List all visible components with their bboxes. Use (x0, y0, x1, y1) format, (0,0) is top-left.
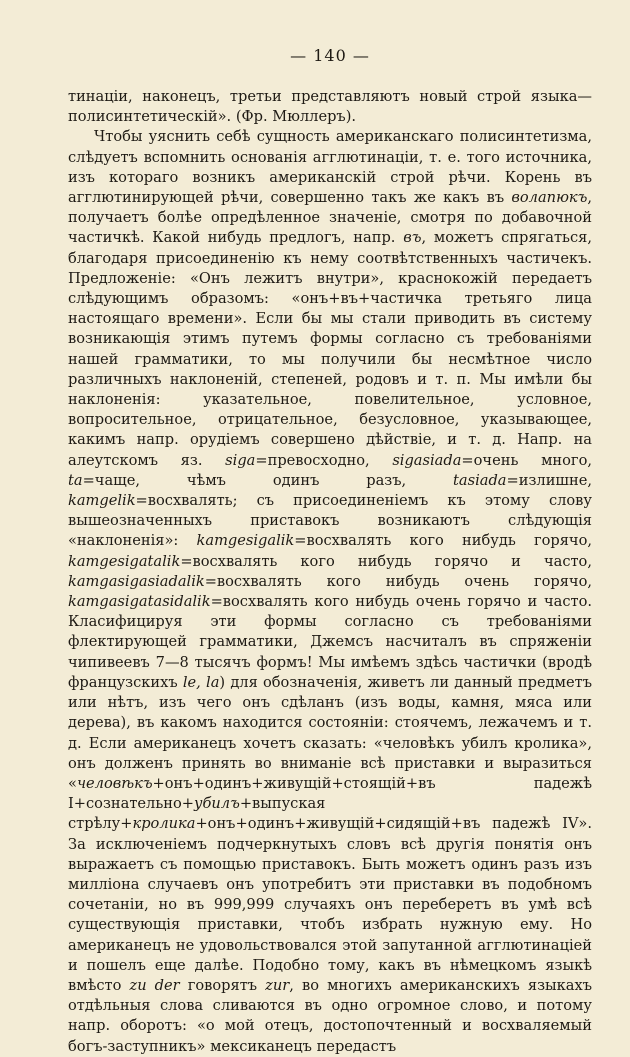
text-run: +онъ+одинъ+живущій+сидящій+въ падежѣ IV». За исключеніемъ подчеркнутыхъ словъ всѣ другія понятія онъ выражаетъ съ помощью приставокъ. Быть можетъ одинъ разъ изъ милліона случаевъ онъ употребитъ эти приставки въ подобномъ сочетаніи, но въ 999,999 случаяхъ онъ переберетъ въ умѣ всѣ существующія приставки, чтобъ избрать нужную ему. Но американецъ не удовольствовался этой запутанной агглютинаціей и пошелъ еще далѣе. Подобно тому, какъ въ нѣмецкомъ языкѣ вмѣсто (68, 815, 592, 994)
italic-term: zu der (129, 976, 180, 994)
text-run: , можетъ спрягаться, благодаря присоединенію къ нему соотвѣтственныхъ частичекъ. Предложеніе: «Онъ лежитъ внутри», краснокожій передаетъ слѣдующимъ образомъ: «онъ+въ+частичка третьяго лица настоящаго времени». Если бы мы стали приводить въ систему возникающія этимъ путемъ формы согласно съ требованіями нашей грамматики, то мы получили бы несмѣтное число различныхъ наклоненій, степеней, родовъ и т. п. Мы имѣли бы наклоненія: указательное, повелительное, условное, вопросительное, отрицательное, безусловное, указывающее, какимъ напр. орудіемъ совершено дѣйствіе, и т. д. Напр. на алеутскомъ яз. (68, 229, 592, 469)
text-run: +выпуская стрѣлу+ (68, 795, 326, 833)
italic-term: kamgesigatalik (68, 552, 181, 570)
text-run: +онъ+одинъ+живущій+стоящій+въ падежѣ I+сознательно+ (68, 774, 592, 813)
paragraph (68, 127, 592, 1056)
paragraph (68, 87, 592, 127)
text-run: , во многихъ американскихъ языкахъ отдѣльныя слова сливаются въ одно огромное слово, и потому напр. оборотъ: «о мой отецъ, достопочтенный и восхваляемый богъ-заступникъ» мексиканецъ передастъ (68, 976, 592, 1055)
italic-term: kamgasigasiadalik (68, 572, 205, 590)
italic-term: zur (265, 976, 290, 994)
italic-term: sigasiada (392, 451, 462, 469)
body-text (68, 87, 592, 1057)
text-run: =чаще, чѣмъ одинъ разъ, (82, 471, 454, 489)
italic-term: kamgelik (68, 492, 136, 510)
italic-term: ta (68, 471, 83, 489)
text-run: =очень много, (461, 451, 593, 469)
text-run: =излишне, (506, 471, 592, 489)
text-run: ) для обозначенія, живетъ ли данный предметъ или нѣтъ, изъ чего онъ сдѣланъ (изъ воды, камня, мяса или дерева), въ какомъ находится состояніи: стоячемъ, лежачемъ и т. д. Если американецъ хочетъ сказать: «человѣкъ убилъ кролика», онъ долженъ принять во вниманіе всѣ приставки и выразиться « (68, 673, 592, 792)
text-run: =восхвалять; съ присоединеніемъ къ этому слову вышеозначенныхъ приставокъ возникаютъ слѣдующія «наклоненія»: (68, 492, 592, 550)
italic-term: kamgasigatasidalik (68, 593, 211, 611)
italic-term: кролика (132, 815, 196, 833)
text-run: =восхвалять кого нибудь очень горячо и часто. Класифицируя эти формы согласно съ требованіями флектирующей грамматики, Джемсъ насчиталъ въ спряженіи чипивеевъ 7—8 тысячъ формъ! Мы имѣемъ здѣсь частички (вродѣ французскихъ (68, 593, 592, 691)
italic-term: tasiada (453, 471, 507, 489)
text-run: =восхвалять кого нибудь очень горячо, (204, 572, 592, 590)
italic-term: siga (225, 451, 256, 469)
text-run: =восхвалять кого нибудь горячо, (294, 532, 593, 550)
italic-term: убилъ (194, 795, 240, 813)
italic-term: человѣкъ (76, 774, 153, 792)
text-run: =восхвалять кого нибудь горячо и часто, (180, 552, 592, 570)
text-run: тинаціи, наконецъ, третьи представляютъ новый строй языка—полисинтетическій». (Фр. Мюллеръ). (68, 88, 592, 126)
page-number: — 140 — (290, 46, 370, 65)
italic-term: волапюкъ (511, 189, 588, 207)
text-run: =превосходно, (255, 451, 393, 469)
text-run: Чтобы уяснить себѣ сущность американскаго полисинтетизма, слѣдуетъ вспомнить основанія агглютинаціи, т. е. того источника, изъ котораго возникъ американскій строй рѣчи. Корень въ агглютинирующей рѣчи, совершенно такъ же какъ въ (68, 128, 592, 207)
text-run: , получаетъ болѣе опредѣленное значеніе, смотря по добавочной частичкѣ. Какой нибудь предлогъ, напр. (68, 189, 592, 247)
italic-term: kamgesigalik (196, 532, 295, 550)
text-run: говорятъ (179, 976, 266, 994)
italic-term: въ (403, 229, 422, 247)
italic-term: le, la (182, 673, 220, 691)
